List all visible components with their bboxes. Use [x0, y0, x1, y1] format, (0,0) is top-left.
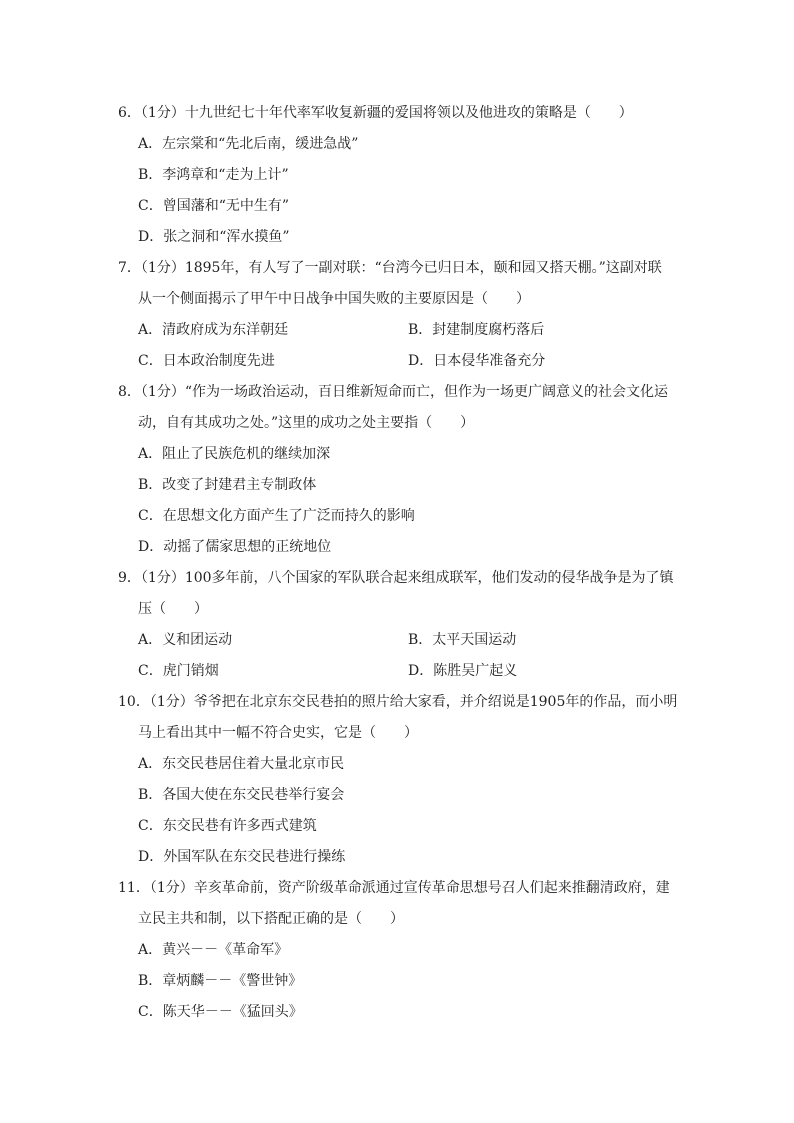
option-c[interactable]: C．陈天华－－《猛回头》	[138, 1004, 303, 1020]
question-stem: 10．（1分）爷爷把在北京东交民巷拍的照片给大家看，并介绍说是1905年的作品，而小明	[118, 694, 678, 710]
question-stem: 11．（1分）辛亥革命前，资产阶级革命派通过宣传革命思想号召人们起来推翻清政府，建	[118, 880, 670, 896]
question-10	[118, 687, 683, 873]
option-d[interactable]: D．动摇了儒家思想的正统地位	[138, 539, 332, 555]
option-b[interactable]: B．李鸿章和“走为上计”	[138, 167, 289, 183]
option-d[interactable]: D．张之洞和“浑水摸鱼”	[138, 229, 290, 245]
question-stem-continued: 从一个侧面揭示了甲午中日战争中国失败的主要原因是（ ）	[138, 291, 530, 307]
question-stem: 9．（1分）100多年前，八个国家的军队联合起来组成联军，他们发动的侵华战争是为了镇	[118, 570, 674, 586]
option-a[interactable]: A．东交民巷居住着大量北京市民	[138, 756, 345, 772]
option-row	[118, 315, 683, 346]
option-a[interactable]: A．义和团运动	[138, 632, 233, 648]
option-c[interactable]: C．在思想文化方面产生了广泛而持久的影响	[138, 508, 415, 524]
question-stem: 8．（1分）“作为一场政治运动，百日维新短命而亡，但作为一场更广阔意义的社会文化运	[118, 384, 668, 400]
question-stem-continued: 马上看出其中一幅不符合史实，它是（ ）	[138, 725, 418, 741]
question-stem-continued: 立民主共和制，以下搭配正确的是（ ）	[138, 911, 404, 927]
question-9	[118, 563, 683, 687]
option-a[interactable]: A．清政府成为东洋朝廷	[138, 322, 289, 338]
option-b[interactable]: B．封建制度腐朽落后	[408, 322, 545, 338]
option-a[interactable]: A．阻止了民族危机的继续加深	[138, 446, 331, 462]
option-a[interactable]: A．左宗棠和“先北后南，缓进急战”	[138, 136, 359, 152]
option-b[interactable]: B．太平天国运动	[408, 632, 517, 648]
option-d[interactable]: D．日本侵华准备充分	[408, 353, 546, 369]
option-b[interactable]: B．各国大使在东交民巷举行宴会	[138, 787, 345, 803]
question-7	[118, 253, 683, 377]
option-row	[118, 346, 683, 377]
option-b[interactable]: B．改变了封建君主专制政体	[138, 477, 317, 493]
option-row	[118, 656, 683, 687]
option-c[interactable]: C．虎门销烟	[138, 663, 219, 679]
option-a[interactable]: A．黄兴－－《革命军》	[138, 942, 289, 958]
option-b[interactable]: B．章炳麟－－《警世钟》	[138, 973, 303, 989]
question-8	[118, 377, 683, 563]
question-stem: 6．（1分）十九世纪七十年代率军收复新疆的爱国将领以及他进攻的策略是（ ）	[118, 105, 633, 121]
question-list	[118, 98, 683, 1028]
option-d[interactable]: D．陈胜吴广起义	[408, 663, 518, 679]
option-d[interactable]: D．外国军队在东交民巷进行操练	[138, 849, 346, 865]
question-stem-continued: 动，自有其成功之处。”这里的成功之处主要指（ ）	[138, 415, 475, 431]
option-row	[118, 625, 683, 656]
option-c[interactable]: C．东交民巷有许多西式建筑	[138, 818, 317, 834]
question-stem: 7．（1分）1895年，有人写了一副对联：“台湾今已归日本，颐和园又搭天棚。”这副对联	[118, 260, 662, 276]
question-11	[118, 873, 683, 1028]
option-c[interactable]: C．曾国藩和“无中生有”	[138, 198, 290, 214]
question-stem-continued: 压（ ）	[138, 601, 208, 617]
question-6	[118, 98, 683, 253]
option-c[interactable]: C．日本政治制度先进	[138, 353, 275, 369]
